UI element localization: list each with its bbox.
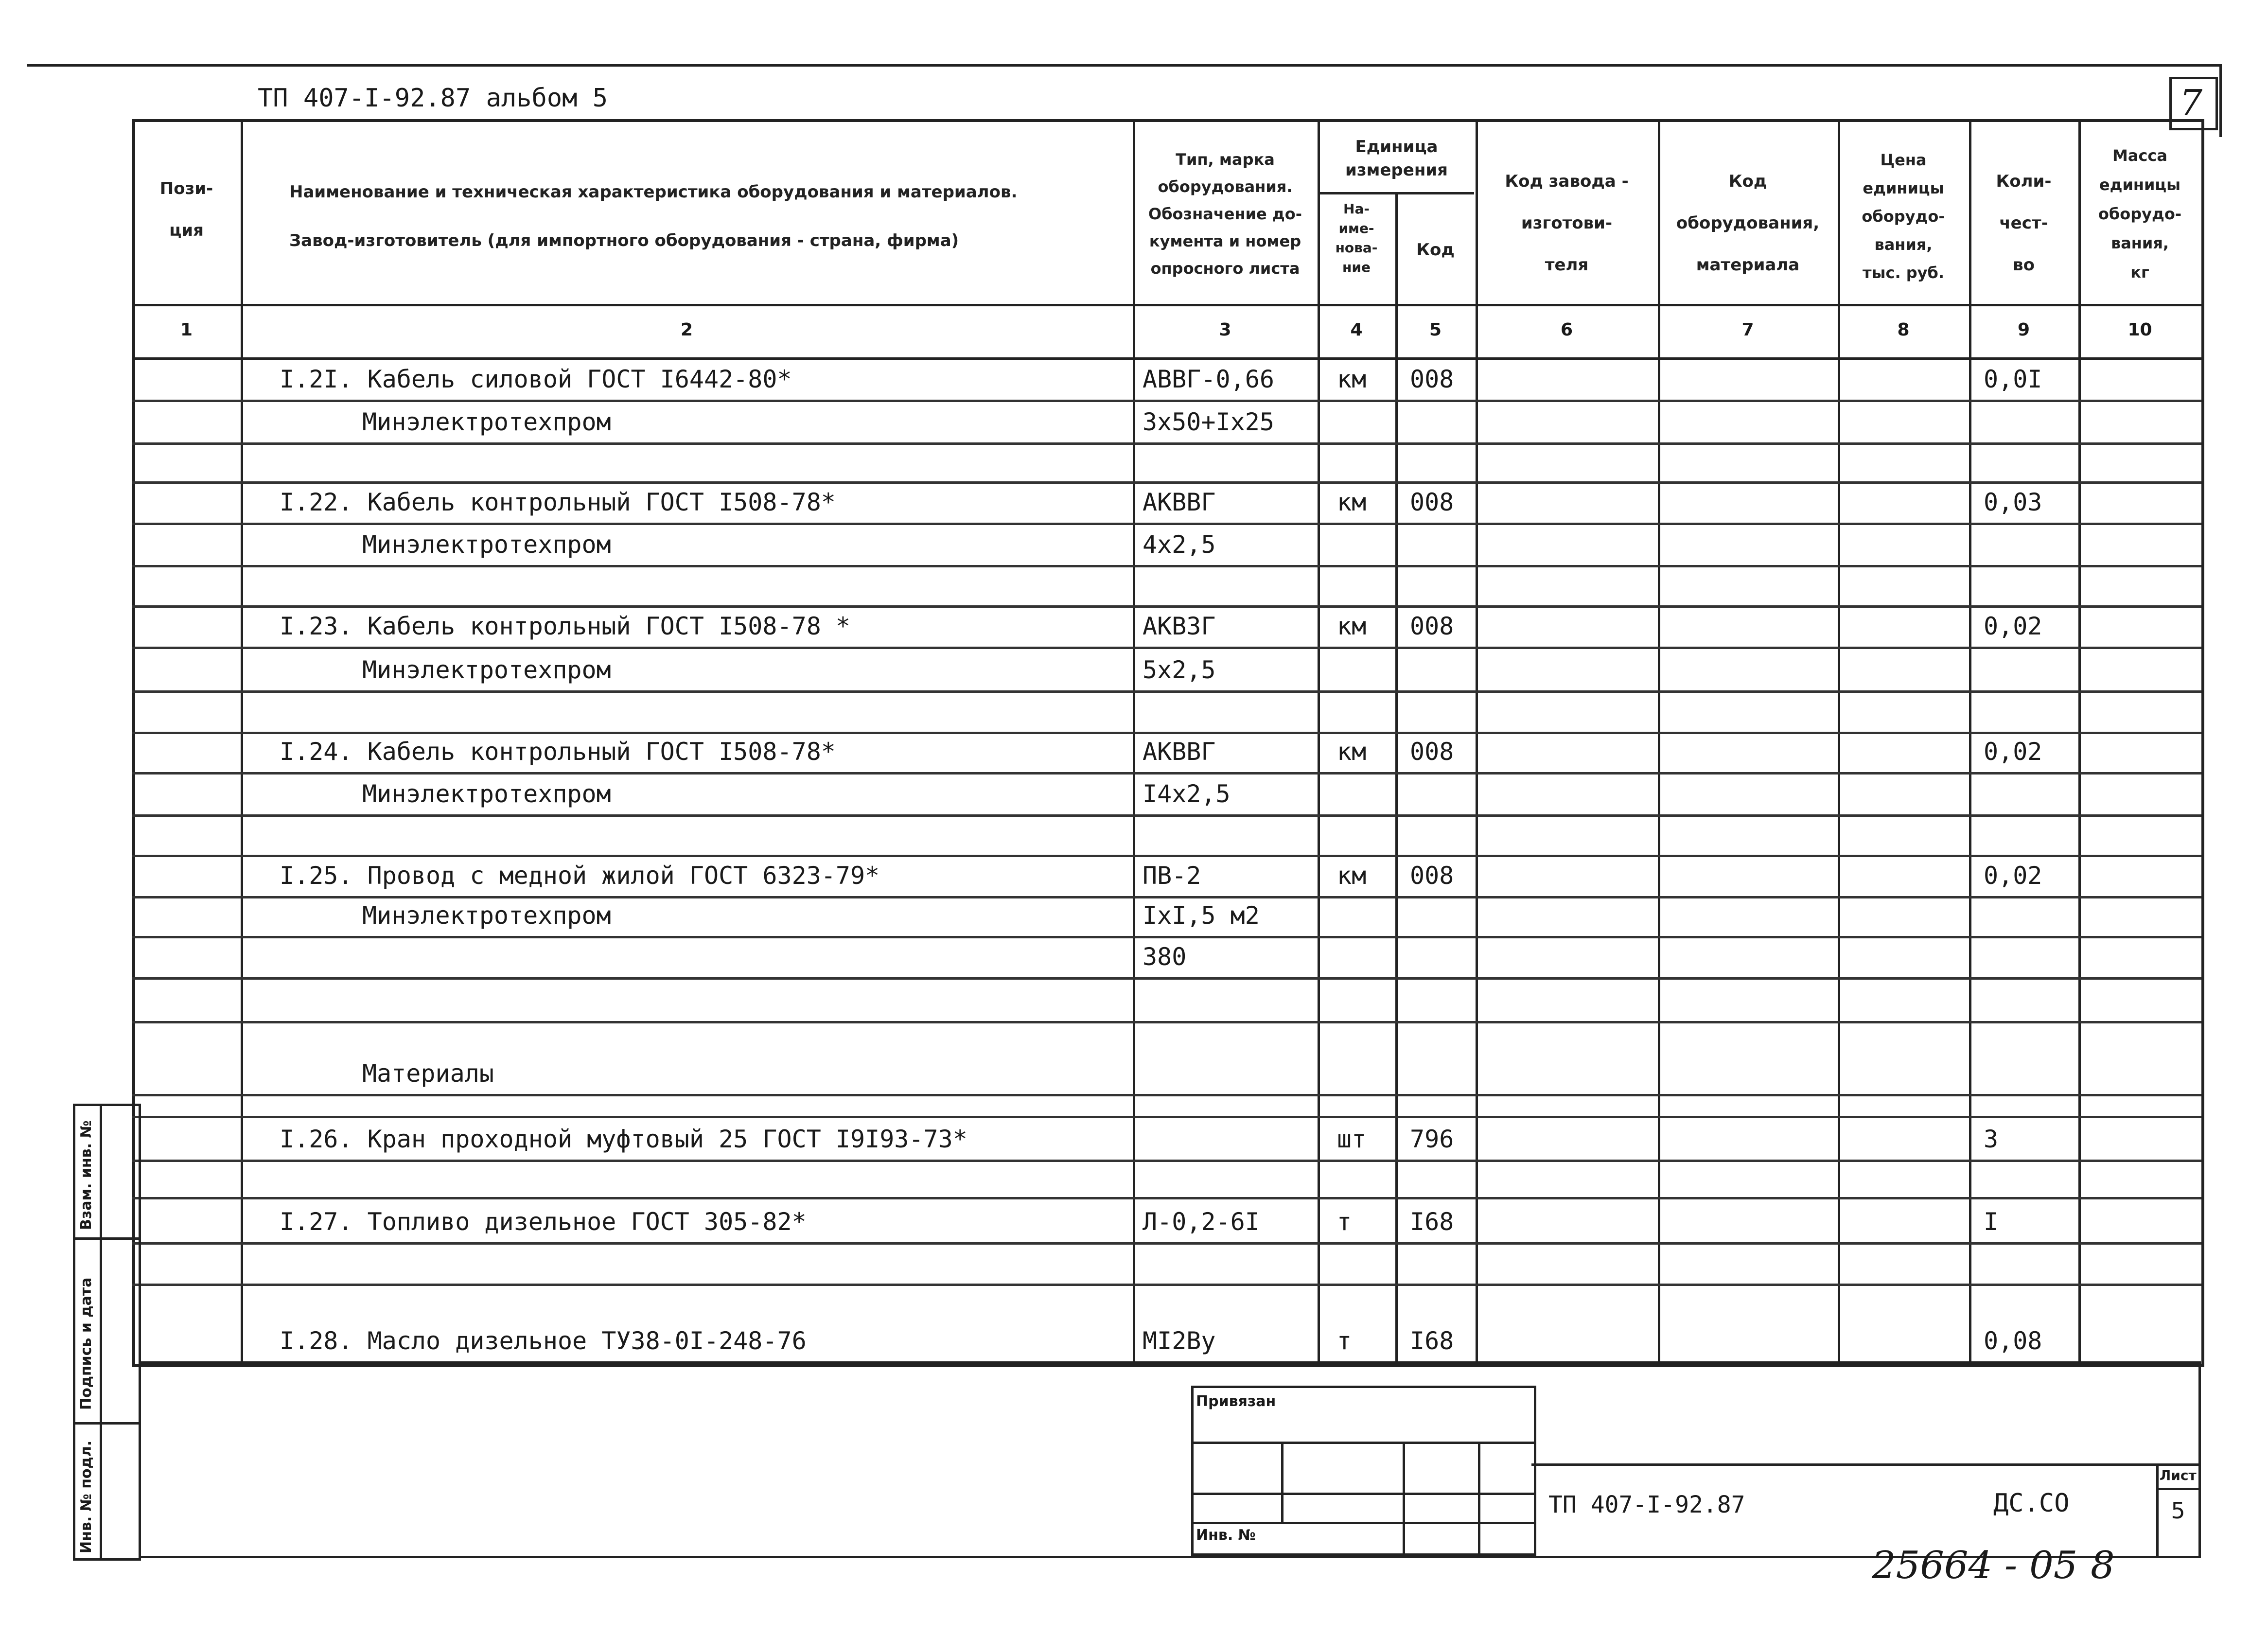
row-separator xyxy=(132,565,2201,567)
column-header-position: Пози- ция xyxy=(159,179,213,240)
unit-group-line xyxy=(1318,192,1474,194)
column-separator-unit-name xyxy=(1395,192,1398,1361)
row-7-code: 008 xyxy=(1410,612,1454,640)
row-2-name: Минэлектротехпром xyxy=(362,408,611,436)
column-header-quantity: Коли- чест- во xyxy=(1996,172,2052,275)
stamp-top-line xyxy=(139,1361,2200,1364)
handwritten-page: 8 xyxy=(2091,1544,2115,1587)
row-14-type: IхI,5 м2 xyxy=(1143,901,1260,930)
header-bottom-line xyxy=(132,304,2201,306)
row-separator xyxy=(132,936,2201,938)
inv-no-label: Инв. № xyxy=(1196,1527,1256,1544)
row-14-name: Минэлектротехпром xyxy=(362,901,611,930)
privyazan-label: Привязан xyxy=(1196,1393,1276,1410)
stamp-right-line xyxy=(2198,1361,2201,1558)
column-number-equipment-code: 7 xyxy=(1741,320,1754,340)
row-1-qty: 0,0I xyxy=(1984,365,2042,393)
row-5-type: 4х2,5 xyxy=(1143,530,1216,559)
row-13-type: ПВ-2 xyxy=(1143,862,1201,890)
stamp-doc-code: ТП 407-I-92.87 xyxy=(1548,1491,1745,1518)
row-7-unit: км xyxy=(1337,612,1367,640)
row-separator xyxy=(132,605,2201,608)
row-23-name: I.28. Масло дизельное ТУ38-0I-248-76 xyxy=(280,1327,807,1355)
row-10-unit: км xyxy=(1337,738,1367,766)
row-10-name: I.24. Кабель контрольный ГОСТ I508-78* xyxy=(280,738,836,766)
row-separator xyxy=(132,772,2201,774)
handwritten-number: 25664 - 05 xyxy=(1872,1544,2078,1587)
row-separator xyxy=(132,442,2201,445)
column-header-mass: Масса единицы оборудо- вания, кг xyxy=(2098,146,2182,282)
row-19-unit: шт xyxy=(1337,1125,1367,1153)
column-number-price: 8 xyxy=(1897,320,1910,340)
row-separator xyxy=(132,855,2201,857)
column-number-name: 2 xyxy=(680,320,693,340)
row-separator xyxy=(132,814,2201,817)
side-label-inv-podl: Инв. № подл. xyxy=(78,1440,95,1553)
row-separator xyxy=(132,690,2201,693)
sheet-label-line xyxy=(2156,1488,2200,1490)
row-2-type: 3х50+Iх25 xyxy=(1143,408,1274,436)
row-separator xyxy=(132,896,2201,898)
row-4-code: 008 xyxy=(1410,488,1454,516)
privyazan-line-2 xyxy=(1191,1493,1534,1495)
row-13-qty: 0,02 xyxy=(1984,862,2042,890)
column-header-factory-code: Код завода - изготови- теля xyxy=(1505,172,1629,275)
column-header-unit-code: Код xyxy=(1416,240,1455,260)
row-13-code: 008 xyxy=(1410,862,1454,890)
side-label-vzam: Взам. инв. № xyxy=(78,1120,95,1230)
row-19-name: I.26. Кран проходной муфтовый 25 ГОСТ I9I93-73* xyxy=(280,1125,967,1153)
side-label-podpis: Подпись и дата xyxy=(78,1277,95,1410)
side-line-2 xyxy=(73,1422,139,1425)
row-13-unit: км xyxy=(1337,862,1367,890)
row-separator xyxy=(132,1284,2201,1286)
row-21-unit: т xyxy=(1337,1208,1352,1236)
column-header-equipment-code: Код оборудования, материала xyxy=(1676,172,1820,275)
row-1-type: АВВГ-0,66 xyxy=(1143,365,1274,393)
privyazan-vline-2 xyxy=(1403,1442,1405,1553)
column-number-unit-code: 5 xyxy=(1429,320,1442,340)
row-5-name: Минэлектротехпром xyxy=(362,530,611,559)
privyazan-line-1 xyxy=(1191,1442,1534,1444)
row-17-name: Материалы xyxy=(362,1059,494,1088)
side-margin-divider xyxy=(100,1104,102,1558)
row-separator xyxy=(132,1021,2201,1023)
row-21-code: I68 xyxy=(1410,1208,1454,1236)
row-7-name: I.23. Кабель контрольный ГОСТ I508-78 * xyxy=(280,612,850,640)
row-separator xyxy=(132,1116,2201,1118)
row-8-name: Минэлектротехпром xyxy=(362,656,611,684)
sheet-label: Лист xyxy=(2160,1467,2197,1483)
column-number-quantity: 9 xyxy=(2017,320,2030,340)
row-separator xyxy=(132,977,2201,980)
document-title: ТП 407-I-92.87 альбом 5 xyxy=(258,84,608,113)
row-23-qty: 0,08 xyxy=(1984,1327,2042,1355)
right-border-top xyxy=(2219,64,2222,137)
row-7-qty: 0,02 xyxy=(1984,612,2042,640)
row-separator xyxy=(132,1197,2201,1199)
row-7-type: АКВЗГ xyxy=(1143,612,1216,640)
row-separator xyxy=(132,732,2201,734)
row-4-qty: 0,03 xyxy=(1984,488,2042,516)
row-1-name: I.2I. Кабель силовой ГОСТ I6442-80* xyxy=(280,365,792,393)
column-number-type: 3 xyxy=(1219,320,1231,340)
row-23-unit: т xyxy=(1337,1327,1352,1355)
row-10-type: АКВВГ xyxy=(1143,738,1216,766)
row-1-code: 008 xyxy=(1410,365,1454,393)
row-separator xyxy=(132,481,2201,484)
row-10-code: 008 xyxy=(1410,738,1454,766)
row-separator xyxy=(132,1242,2201,1245)
row-11-name: Минэлектротехпром xyxy=(362,780,611,808)
row-19-qty: 3 xyxy=(1984,1125,1999,1153)
row-11-type: I4х2,5 xyxy=(1143,780,1231,808)
row-8-type: 5х2,5 xyxy=(1143,656,1216,684)
column-header-type: Тип, марка оборудования. Обозначение до- кумента и номер опросного листа xyxy=(1148,150,1302,278)
privyazan-vline-3 xyxy=(1478,1442,1480,1553)
row-23-type: МI2Ву xyxy=(1143,1327,1216,1355)
top-border xyxy=(27,64,2219,67)
row-21-type: Л-0,2-6I xyxy=(1143,1208,1260,1236)
side-line-1 xyxy=(73,1237,139,1240)
title-block-top-line xyxy=(1531,1463,2200,1466)
column-header-unit-name: На- име- нова- ние xyxy=(1335,201,1378,275)
column-header-price: Цена единицы оборудо- вания, тыс. руб. xyxy=(1862,151,1945,282)
sheet-number: 5 xyxy=(2171,1497,2185,1524)
row-separator xyxy=(132,1160,2201,1162)
row-4-name: I.22. Кабель контрольный ГОСТ I508-78* xyxy=(280,488,836,516)
row-separator xyxy=(132,400,2201,402)
row-15-type: 380 xyxy=(1143,943,1187,971)
row-19-code: 796 xyxy=(1410,1125,1454,1153)
row-4-type: АКВВГ xyxy=(1143,488,1216,516)
column-number-line xyxy=(132,357,2201,360)
column-number-factory-code: 6 xyxy=(1560,320,1573,340)
row-10-qty: 0,02 xyxy=(1984,738,2042,766)
row-23-code: I68 xyxy=(1410,1327,1454,1355)
stamp-sheet-code: ДС.СО xyxy=(1993,1489,2070,1518)
row-separator xyxy=(132,1094,2201,1096)
unit-group-title: Единица измерения xyxy=(1345,137,1448,180)
privyazan-line-3 xyxy=(1191,1522,1534,1524)
row-separator xyxy=(132,523,2201,525)
row-21-name: I.27. Топливо дизельное ГОСТ 305-82* xyxy=(280,1208,807,1236)
row-separator xyxy=(132,647,2201,649)
column-number-unit-name: 4 xyxy=(1350,320,1363,340)
column-number-position: 1 xyxy=(180,320,193,340)
row-21-qty: I xyxy=(1984,1208,1999,1236)
row-13-name: I.25. Провод с медной жилой ГОСТ 6323-79* xyxy=(280,862,880,890)
row-1-unit: км xyxy=(1337,365,1367,393)
column-number-mass: 10 xyxy=(2127,320,2152,340)
row-4-unit: км xyxy=(1337,488,1367,516)
page-mark: 7 xyxy=(2180,82,2203,124)
privyazan-vline-1 xyxy=(1281,1442,1283,1524)
column-header-name: Наименование и техническая характеристика оборудования и материалов. Завод-изготовитель (для импортного оборудования - страна, фирма) xyxy=(289,182,1018,250)
